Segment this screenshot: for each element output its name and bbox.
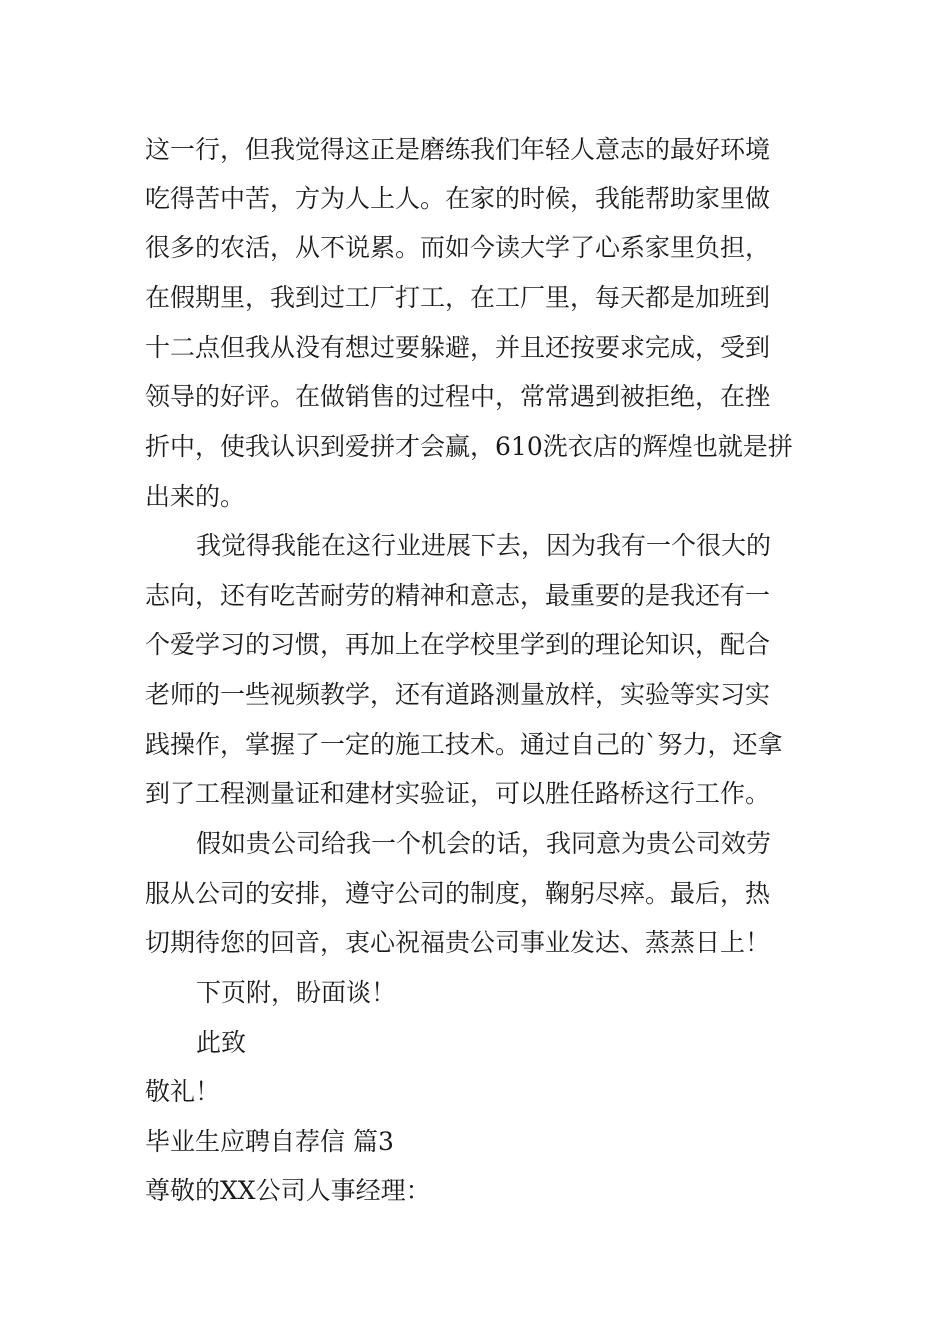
- text-line: 老师的一些视频教学，还有道路测量放样，实验等实习实: [145, 680, 771, 709]
- salutation-closing: 此致: [196, 1028, 247, 1057]
- text-line: 在假期里，我到过工厂打工，在工厂里，每天都是加班到: [145, 283, 771, 312]
- text-line: 志向，还有吃苦耐劳的精神和意志，最重要的是我还有一: [145, 581, 771, 610]
- paragraph-start-line: 我觉得我能在这行业进展下去，因为我有一个很大的: [196, 531, 772, 560]
- letter-greeting: 尊敬的XX公司人事经理：: [145, 1176, 431, 1205]
- paragraph-start-line: 假如贵公司给我一个机会的话，我同意为贵公司效劳: [196, 829, 772, 858]
- text-line: 十二点但我从没有想过要躲避，并且还按要求完成，受到: [145, 333, 771, 362]
- text-line: 折中，使我认识到爱拼才会赢，610洗衣店的辉煌也就是拼: [145, 432, 793, 461]
- text-line: 这一行，但我觉得这正是磨练我们年轻人意志的最好环境: [145, 135, 771, 164]
- section-heading: 毕业生应聘自荐信 篇3: [145, 1127, 394, 1156]
- text-line: 吃得苦中苦，方为人上人。在家的时候，我能帮助家里做: [145, 184, 771, 213]
- text-line: 个爱学习的习惯，再加上在学校里学到的理论知识，配合: [145, 630, 771, 659]
- text-line: 践操作，掌握了一定的施工技术。通过自己的`努力，还拿: [145, 730, 783, 759]
- salutation-regards: 敬礼！: [145, 1077, 221, 1106]
- text-line: 服从公司的安排，遵守公司的制度，鞠躬尽瘁。最后，热: [145, 879, 771, 908]
- text-line: 出来的。: [145, 482, 246, 511]
- text-line: 到了工程测量证和建材实验证，可以胜任路桥这行工作。: [145, 779, 771, 808]
- text-line: 很多的农活，从不说累。而如今读大学了心系家里负担，: [145, 233, 771, 262]
- text-line: 切期待您的回音，衷心祝福贵公司事业发达、蒸蒸日上！: [145, 928, 771, 957]
- closing-note: 下页附，盼面谈！: [196, 978, 397, 1007]
- text-line: 领导的好评。在做销售的过程中，常常遇到被拒绝，在挫: [145, 382, 771, 411]
